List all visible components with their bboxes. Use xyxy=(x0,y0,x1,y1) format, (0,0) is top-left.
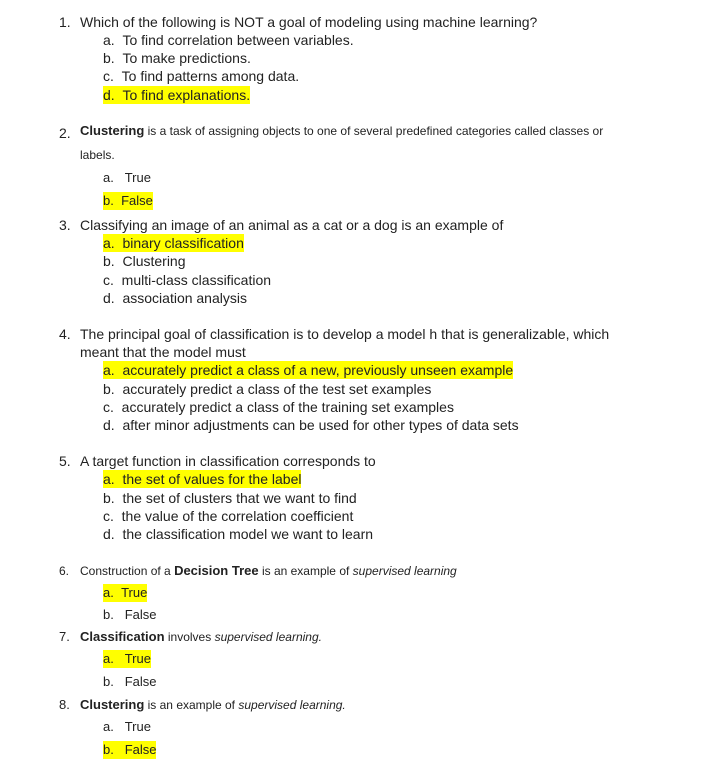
option-a: a. True xyxy=(103,719,151,734)
option-a-highlighted: a. True xyxy=(103,585,148,600)
option-b: b. False xyxy=(103,674,157,689)
option-b-highlighted: b. False xyxy=(103,742,157,757)
option-b: b. False xyxy=(103,607,157,622)
option-d: d. association analysis xyxy=(103,290,247,306)
option-a-highlighted: a. the set of values for the label xyxy=(103,471,302,487)
question-text: Clustering is an example of supervised learning. xyxy=(80,697,346,712)
option-a-highlighted: a. binary classification xyxy=(103,235,244,251)
option-b: b. the set of clusters that we want to find xyxy=(103,490,357,506)
option-b: b. Clustering xyxy=(103,253,186,269)
question-number: 7. xyxy=(59,629,70,644)
question-number: 1. xyxy=(59,14,71,30)
question-text: Which of the following is NOT a goal of modeling using machine learning? xyxy=(80,14,538,30)
option-a-highlighted: a. True xyxy=(103,651,151,666)
option-b: b. To make predictions. xyxy=(103,50,251,66)
question-number: 6. xyxy=(59,564,70,578)
question-number: 4. xyxy=(59,326,71,342)
question-text: A target function in classification corresponds to xyxy=(80,453,376,469)
question-number: 3. xyxy=(59,217,71,233)
option-a: a. To find correlation between variables. xyxy=(103,32,354,48)
question-number: 8. xyxy=(59,697,70,712)
option-c: c. accurately predict a class of the training set examples xyxy=(103,399,454,415)
question-text: Classifying an image of an animal as a cat or a dog is an example of xyxy=(80,217,504,233)
option-a: a. True xyxy=(103,170,151,185)
option-a-highlighted: a. accurately predict a class of a new, previously unseen example xyxy=(103,362,514,378)
question-number: 5. xyxy=(59,453,71,469)
option-b-highlighted: b. False xyxy=(103,193,153,208)
question-text: Construction of a Decision Tree is an example of supervised learning xyxy=(80,563,457,578)
question-text: The principal goal of classification is to develop a model h that is generalizable, which meant that the model must xyxy=(80,326,610,360)
question-text: Classification involves supervised learning. xyxy=(80,629,322,644)
option-c: c. multi-class classification xyxy=(103,272,272,288)
option-b: b. accurately predict a class of the test set examples xyxy=(103,381,432,397)
option-c: c. To find patterns among data. xyxy=(103,68,300,84)
question-text: Clustering is a task of assigning objects to one of several predefined categories called classes or labels. xyxy=(80,123,604,162)
option-d: d. the classification model we want to learn xyxy=(103,526,374,542)
option-d-highlighted: d. To find explanations. xyxy=(103,87,251,103)
question-number: 2. xyxy=(59,125,71,141)
option-d: d. after minor adjustments can be used for other types of data sets xyxy=(103,417,519,433)
option-c: c. the value of the correlation coefficient xyxy=(103,508,354,524)
